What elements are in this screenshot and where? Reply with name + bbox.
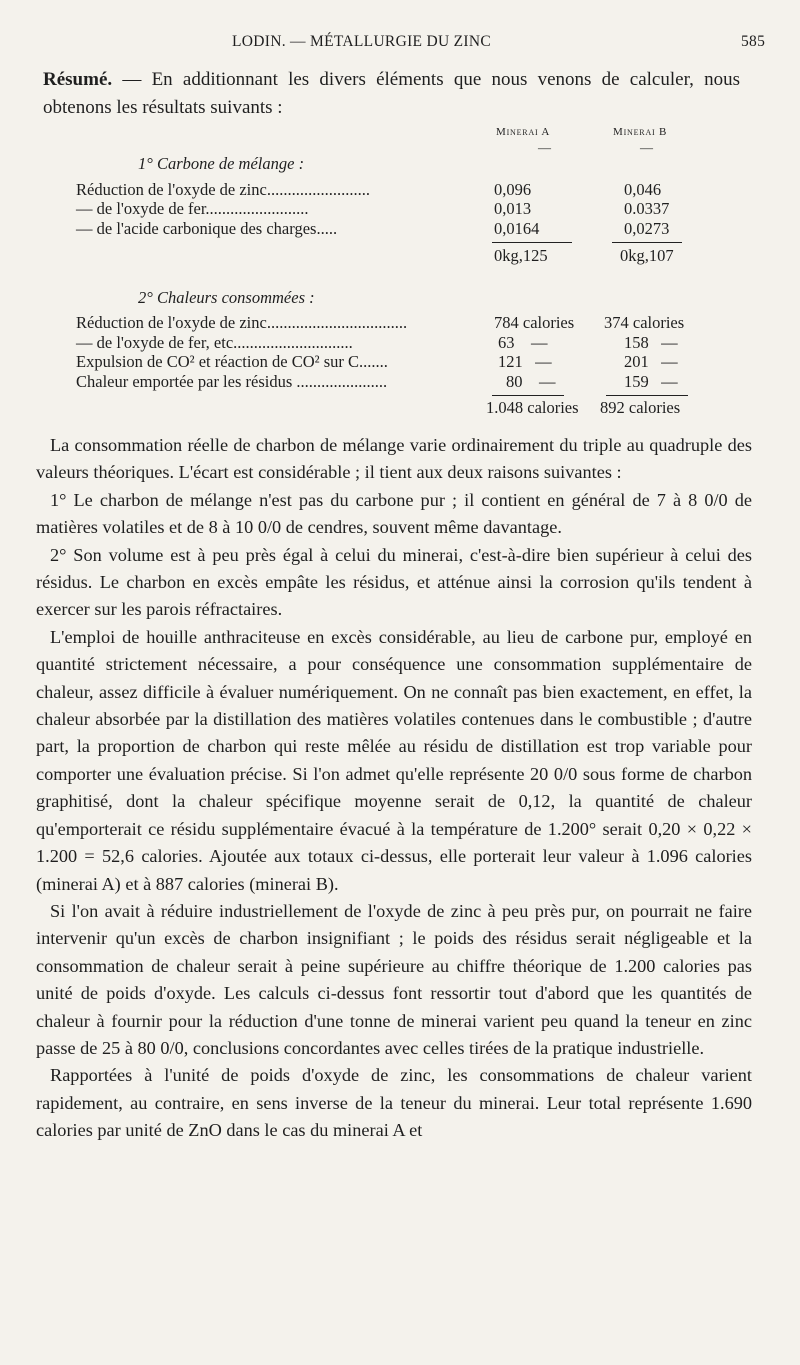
paragraph: Si l'on avait à réduire industriellement de l'oxyde de zinc à peu près pur, on pourrait ne faire intervenir qu'un excès de charbon insignifiant ; le poids des résidus serait négligeable et la consommation de chaleur serait à peine supérieure au chiffre théorique de 1.200 calories pas unité de poids d'oxyde. Les calculs ci-dessus font ressortir tout d'abord que les quantités de chaleur à fournir pour la réduction d'une tonne de minerai varient peu quand la teneur en zinc passe de 25 à 80 0/0, conclusions concordantes avec celles tirées de la pratique industrielle. bbox=[36, 900, 752, 1058]
section2-total-a: 1.048 calories bbox=[486, 398, 579, 417]
value-a: 784 calories bbox=[494, 313, 575, 332]
paragraph: L'emploi de houille anthraciteuse en excès considérable, au lieu de carbone pur, employé en quantité strictement nécessaire, a pour conséquence une consommation supplémentaire de chaleur, assez difficile à évaluer numériquement. On ne connaît pas bien exactement, en effet, la chaleur absorbée par la distillation des matières volatiles contenues dans le combustible ; d'autre part, la proportion de charbon qui reste mêlée au résidu de distillation est trop variable pour comporter une évaluation précise. Si l'on admet qu'elle représente 20 0/0 sous forme de charbon graphitisé, dont la chaleur spécifique moyenne serait de 0,12, la quantité de chaleur qu'emporterait ce résidu supplémentaire évacué à la température de 1.200° serait 0,20 × 0,22 × 1.200 = 52,6 calories. Ajoutée aux totaux ci-dessus, elle porterait leur valeur à 1.096 calories (minerai A) et à 887 calories (minerai B). bbox=[36, 626, 752, 894]
value-b: 0.0337 bbox=[624, 199, 670, 218]
value-b: 374 calories bbox=[604, 313, 685, 332]
row-label: — de l'oxyde de fer......................... bbox=[76, 199, 309, 218]
sum-rule-a bbox=[492, 242, 572, 243]
column-header-minerai-a: Minerai A bbox=[496, 126, 551, 138]
value-b: 159 — bbox=[624, 372, 678, 391]
value-a: 0,096 bbox=[494, 180, 532, 199]
section-title-carbone: 1° Carbone de mélange : bbox=[138, 154, 305, 173]
table-row bbox=[76, 219, 696, 241]
paragraph: Rapportées à l'unité de poids d'oxyde de zinc, les consommations de chaleur varient rapidement, au contraire, en sens inverse de la teneur du minerai. Leur total représente 1.690 calories par unité de ZnO dans le cas du minerai A et bbox=[36, 1065, 752, 1141]
paragraph: 1° Le charbon de mélange n'est pas du carbone pur ; il contient en général de 7 à 8 0/0 de matières volatiles et de 8 à 10 0/0 de cendres, souvent même davantage. bbox=[36, 489, 752, 538]
row-label: Réduction de l'oxyde de zinc......................... bbox=[76, 180, 370, 199]
row-label: Réduction de l'oxyde de zinc.................................. bbox=[76, 313, 408, 332]
sum-rule-b bbox=[612, 242, 682, 243]
page-number: 585 bbox=[741, 33, 766, 50]
summary-intro-text: — En additionnant les divers éléments que nous venons de calculer, nous obtenons les résultats suivants : bbox=[43, 69, 740, 118]
value-a: 121 — bbox=[498, 352, 552, 371]
value-a: 0,0164 bbox=[494, 219, 540, 238]
column-header-minerai-b: Minerai B bbox=[613, 126, 668, 138]
row-label: — de l'acide carbonique des charges..... bbox=[76, 219, 338, 238]
row-label: Expulsion de CO² et réaction de CO² sur C....... bbox=[76, 352, 388, 371]
value-a: 80 — bbox=[506, 372, 556, 391]
body-text bbox=[36, 432, 752, 1145]
running-head bbox=[0, 33, 800, 55]
paragraph: 2° Son volume est à peu près égal à celui du minerai, c'est-à-dire bien supérieur à celui des résidus. Le charbon en excès empâte les résidus, et atténue ainsi la corrosion qu'ils tendent à exercer sur les parois réfractaires. bbox=[36, 544, 752, 620]
value-b: 158 — bbox=[624, 333, 678, 352]
column-dash-a: — bbox=[538, 140, 551, 155]
sum-rule-a bbox=[492, 395, 564, 396]
value-a: 0,013 bbox=[494, 199, 532, 218]
paragraph: La consommation réelle de charbon de mélange varie ordinairement du triple au quadruple des valeurs théoriques. L'écart est considérable ; il tient aux deux raisons suivantes : bbox=[36, 435, 752, 483]
sum-rule-b bbox=[606, 395, 688, 396]
value-b: 0,046 bbox=[624, 180, 662, 199]
value-b: 0,0273 bbox=[624, 219, 670, 238]
running-title: LODIN. — MÉTALLURGIE DU ZINC bbox=[232, 33, 491, 50]
table-row bbox=[76, 199, 696, 221]
row-label: — de l'oxyde de fer, etc............................. bbox=[76, 333, 353, 352]
value-a: 63 — bbox=[498, 333, 548, 352]
section1-total-a: 0kg,125 bbox=[494, 246, 548, 265]
section2-total-b: 892 calories bbox=[600, 398, 681, 417]
summary-lead: Résumé. bbox=[43, 69, 113, 90]
section-title-chaleurs: 2° Chaleurs consommées : bbox=[138, 288, 315, 307]
table-row bbox=[76, 352, 696, 374]
table-row bbox=[76, 313, 696, 335]
section1-total-b: 0kg,107 bbox=[620, 246, 674, 265]
table-row bbox=[76, 372, 696, 394]
summary-intro bbox=[43, 66, 740, 122]
value-b: 201 — bbox=[624, 352, 678, 371]
row-label: Chaleur emportée par les résidus ...................... bbox=[76, 372, 388, 391]
column-dash-b: — bbox=[640, 140, 653, 155]
